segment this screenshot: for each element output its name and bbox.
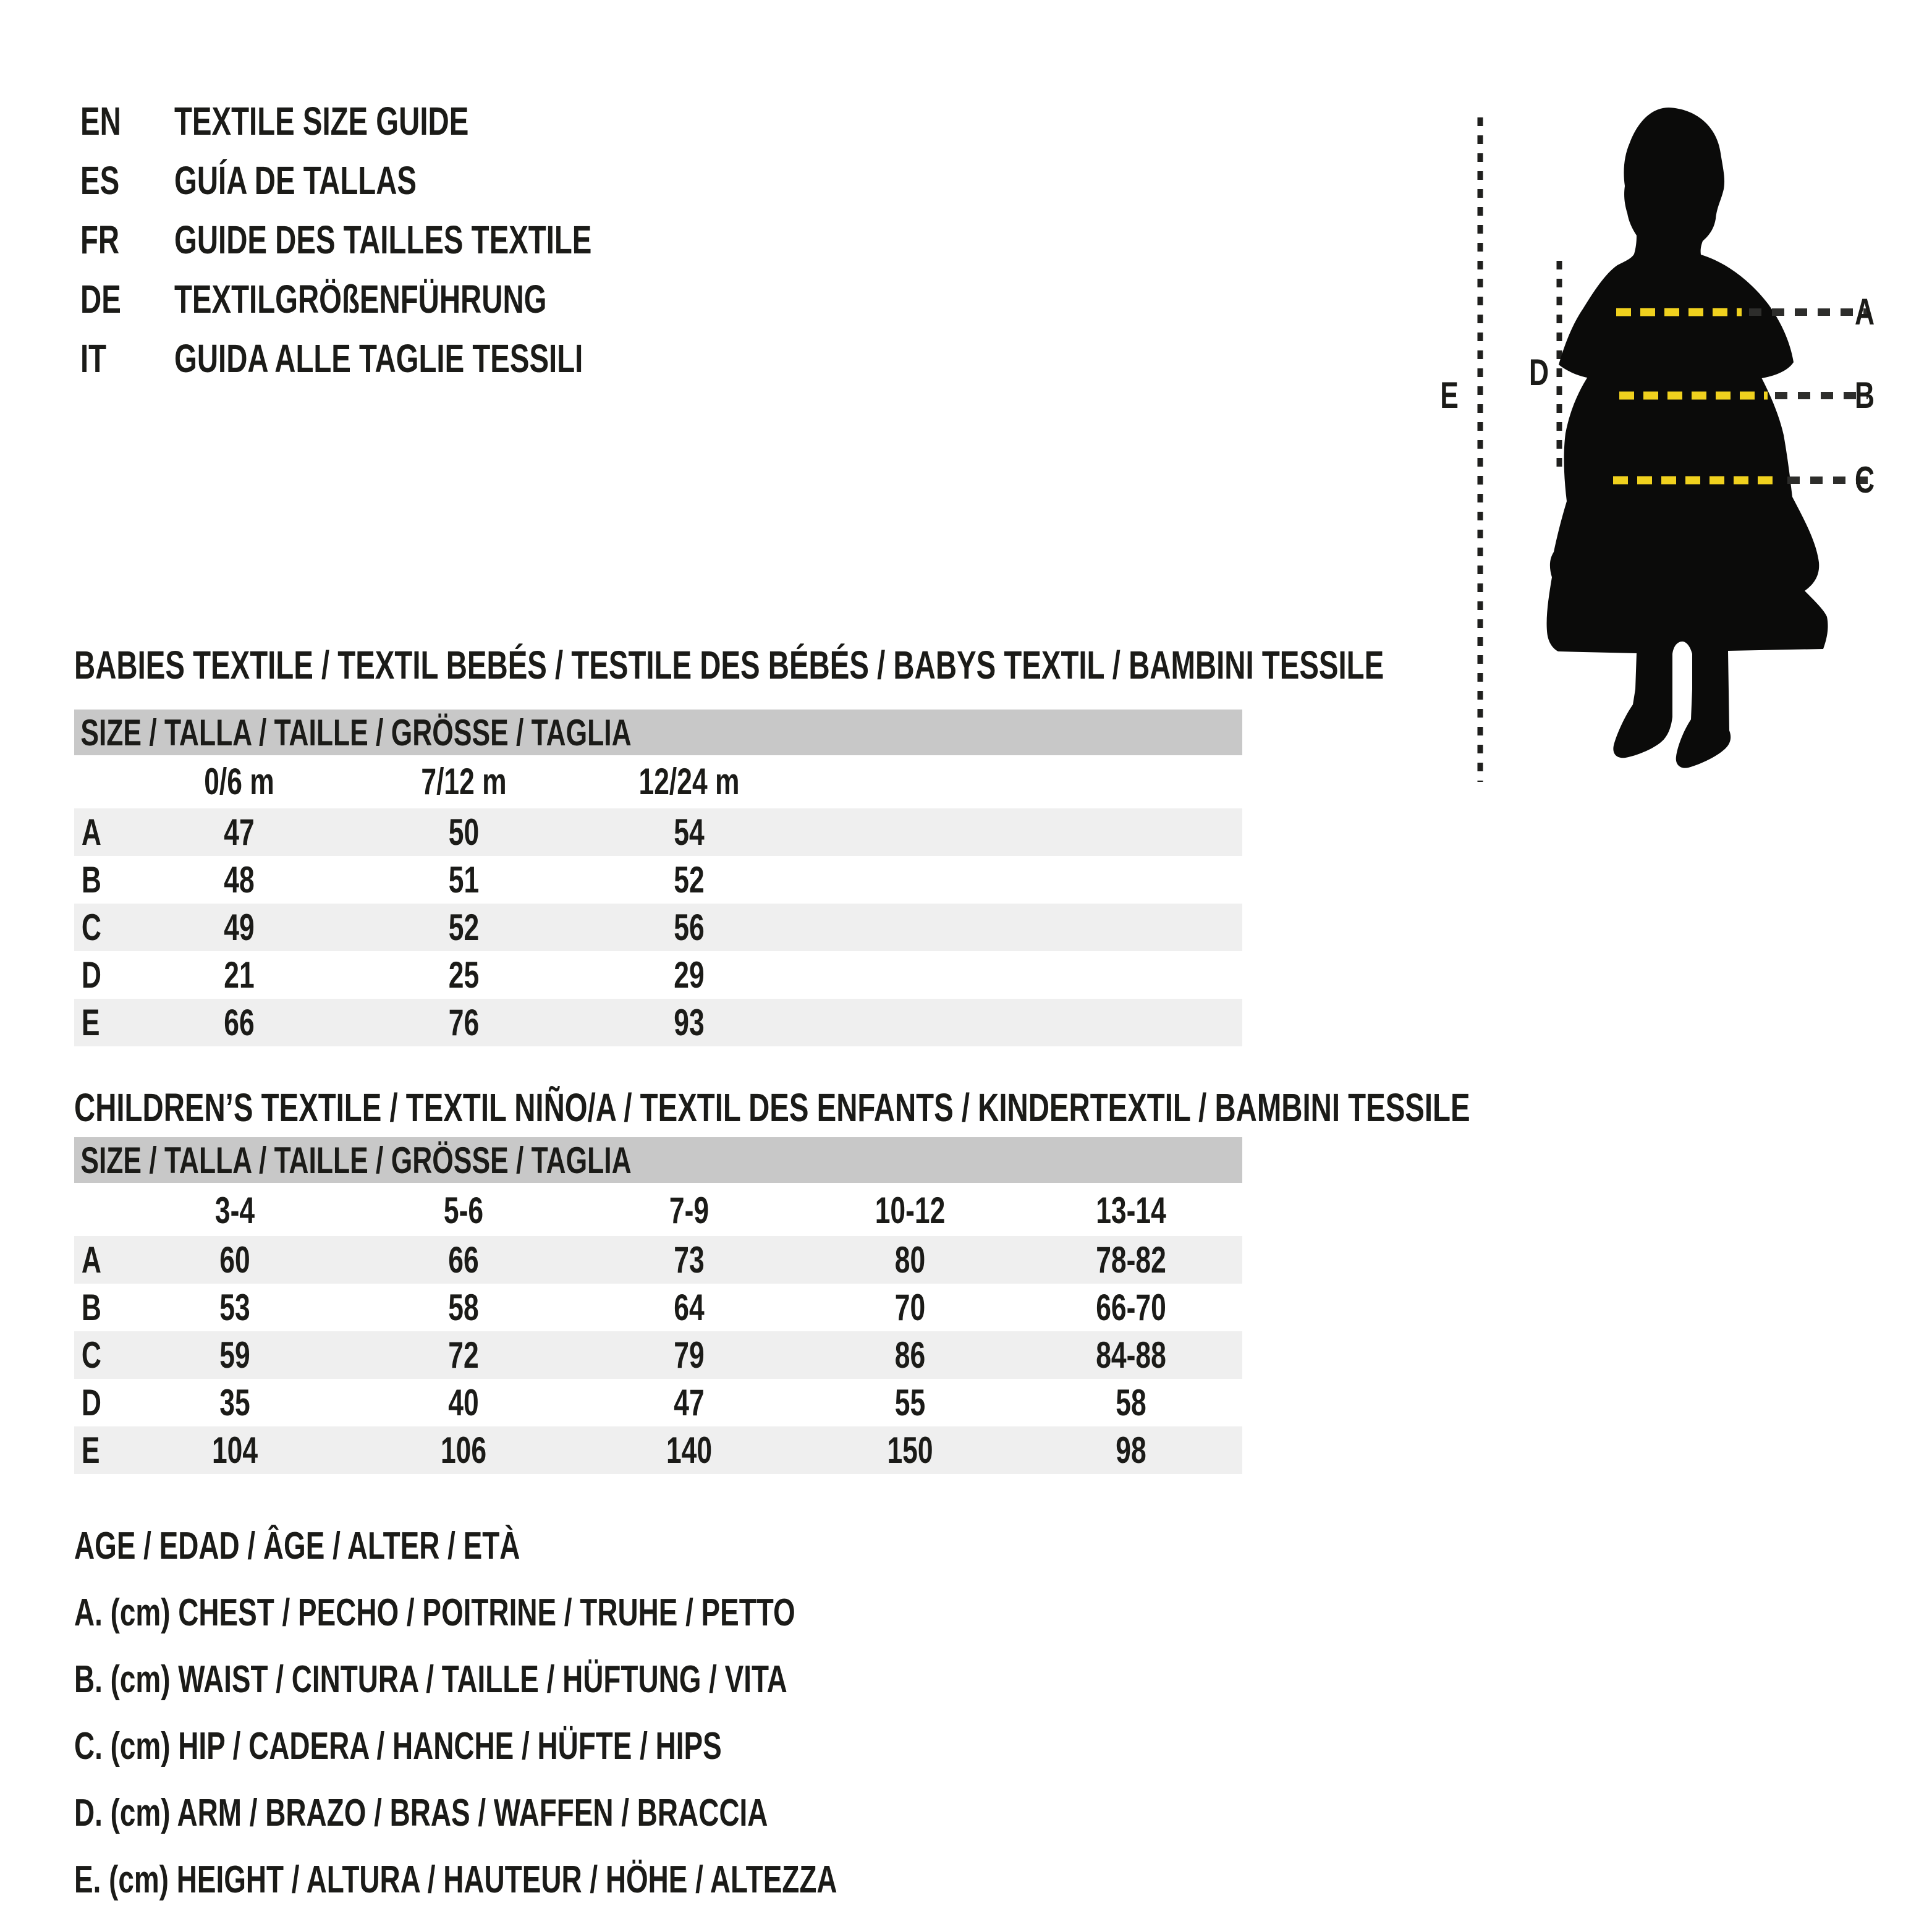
children-col-3-4: 3-4 bbox=[214, 1189, 255, 1231]
children-col-7-9: 7-9 bbox=[669, 1189, 710, 1231]
row-label: B bbox=[81, 859, 101, 900]
table-cell: 58 bbox=[1116, 1382, 1146, 1423]
row-label: C bbox=[81, 907, 101, 948]
measure-label-b: B bbox=[1854, 375, 1875, 416]
babies-size-table bbox=[74, 808, 1242, 1046]
table-cell: 52 bbox=[674, 859, 705, 900]
measure-label-e: E bbox=[1440, 375, 1459, 416]
language-title-fr: GUIDE DES TAILLES TEXTILE bbox=[174, 218, 592, 262]
table-cell: 29 bbox=[674, 954, 705, 996]
language-code-en: EN bbox=[80, 99, 121, 143]
row-label: A bbox=[81, 1239, 101, 1281]
table-cell: 93 bbox=[674, 1002, 705, 1043]
row-label: E bbox=[81, 1002, 100, 1043]
row-label: E bbox=[81, 1430, 100, 1471]
table-row-e bbox=[74, 1426, 1242, 1474]
babies-size-header-bar bbox=[74, 710, 1242, 755]
table-cell: 98 bbox=[1116, 1430, 1146, 1471]
measure-label-c: C bbox=[1854, 459, 1875, 501]
babies-size-header-text: SIZE / TALLA / TAILLE / GRÖSSE / TAGLIA bbox=[80, 711, 632, 753]
table-cell: 66 bbox=[224, 1002, 255, 1043]
measure-label-a: A bbox=[1854, 291, 1875, 333]
children-col-10-12: 10-12 bbox=[875, 1189, 946, 1231]
legend-age: AGE / EDAD / ÂGE / ALTER / ETÀ bbox=[74, 1525, 520, 1567]
children-col-13-14: 13-14 bbox=[1096, 1189, 1166, 1231]
table-cell: 47 bbox=[674, 1382, 705, 1423]
babies-column-headers bbox=[74, 756, 1242, 806]
table-cell: 86 bbox=[894, 1334, 926, 1376]
legend-hip: C. (cm) HIP / CADERA / HANCHE / HÜFTE / HIPS bbox=[74, 1725, 722, 1768]
babies-col-0-6m: 0/6 m bbox=[204, 760, 274, 802]
row-label: A bbox=[81, 811, 101, 853]
table-row-b bbox=[74, 856, 1242, 904]
table-row-e bbox=[74, 999, 1242, 1046]
table-cell: 52 bbox=[448, 907, 480, 948]
children-col-5-6: 5-6 bbox=[443, 1189, 484, 1231]
table-row-a bbox=[74, 1236, 1242, 1284]
table-cell: 55 bbox=[894, 1382, 926, 1423]
row-label: C bbox=[81, 1334, 101, 1376]
table-cell: 84-88 bbox=[1096, 1334, 1166, 1376]
language-code-es: ES bbox=[80, 158, 120, 203]
table-cell: 58 bbox=[448, 1287, 479, 1328]
language-code-de: DE bbox=[80, 277, 121, 321]
table-cell: 54 bbox=[674, 811, 705, 853]
measurement-diagram bbox=[1421, 99, 1932, 797]
table-cell: 70 bbox=[894, 1287, 926, 1328]
table-cell: 140 bbox=[666, 1430, 713, 1471]
table-cell: 35 bbox=[219, 1382, 250, 1423]
table-cell: 51 bbox=[448, 859, 480, 900]
row-label: B bbox=[81, 1287, 101, 1328]
legend-waist: B. (cm) WAIST / CINTURA / TAILLE / HÜFTUNG / VITA bbox=[74, 1658, 787, 1701]
children-size-header-text: SIZE / TALLA / TAILLE / GRÖSSE / TAGLIA bbox=[80, 1139, 632, 1181]
children-column-headers bbox=[74, 1185, 1242, 1235]
table-row-b bbox=[74, 1284, 1242, 1331]
babies-col-7-12m: 7/12 m bbox=[421, 760, 507, 802]
table-cell: 64 bbox=[674, 1287, 705, 1328]
table-cell: 73 bbox=[674, 1239, 705, 1281]
table-row-c bbox=[74, 904, 1242, 951]
language-title-en: TEXTILE SIZE GUIDE bbox=[174, 99, 469, 143]
table-row-c bbox=[74, 1331, 1242, 1379]
children-size-table bbox=[74, 1236, 1242, 1474]
table-cell: 76 bbox=[448, 1002, 480, 1043]
language-title-it: GUIDA ALLE TAGLIE TESSILI bbox=[174, 336, 583, 381]
table-cell: 56 bbox=[674, 907, 705, 948]
table-cell: 72 bbox=[448, 1334, 479, 1376]
row-label: D bbox=[81, 1382, 101, 1423]
table-cell: 53 bbox=[219, 1287, 250, 1328]
table-cell: 48 bbox=[224, 859, 255, 900]
table-cell: 150 bbox=[887, 1430, 933, 1471]
legend-height: E. (cm) HEIGHT / ALTURA / HAUTEUR / HÖHE / ALTEZZA bbox=[74, 1858, 837, 1901]
language-title-es: GUÍA DE TALLAS bbox=[174, 158, 417, 203]
table-cell: 25 bbox=[448, 954, 480, 996]
table-cell: 79 bbox=[674, 1334, 705, 1376]
table-row-d bbox=[74, 951, 1242, 999]
legend-arm: D. (cm) ARM / BRAZO / BRAS / WAFFEN / BRACCIA bbox=[74, 1792, 768, 1834]
legend-chest: A. (cm) CHEST / PECHO / POITRINE / TRUHE / PETTO bbox=[74, 1591, 795, 1634]
babies-col-12-24m: 12/24 m bbox=[638, 760, 740, 802]
children-size-header-bar bbox=[74, 1137, 1242, 1183]
row-label: D bbox=[81, 954, 101, 996]
table-cell: 104 bbox=[211, 1430, 258, 1471]
child-silhouette bbox=[1547, 108, 1828, 768]
table-cell: 60 bbox=[219, 1239, 250, 1281]
table-cell: 66-70 bbox=[1096, 1287, 1166, 1328]
table-cell: 78-82 bbox=[1096, 1239, 1166, 1281]
babies-section-title: BABIES TEXTILE / TEXTIL BEBÉS / TESTILE DES BÉBÉS / BABYS TEXTIL / BAMBINI TESSILE bbox=[74, 643, 1384, 687]
table-cell: 59 bbox=[219, 1334, 250, 1376]
language-title-de: TEXTILGRÖßENFÜHRUNG bbox=[174, 277, 547, 321]
child-silhouette-figure bbox=[1421, 99, 1932, 797]
table-cell: 106 bbox=[440, 1430, 487, 1471]
language-code-it: IT bbox=[80, 336, 107, 381]
table-cell: 66 bbox=[448, 1239, 479, 1281]
table-cell: 47 bbox=[224, 811, 255, 853]
table-row-d bbox=[74, 1379, 1242, 1426]
language-code-fr: FR bbox=[80, 218, 120, 262]
table-cell: 80 bbox=[894, 1239, 926, 1281]
table-cell: 21 bbox=[224, 954, 255, 996]
table-cell: 40 bbox=[448, 1382, 479, 1423]
children-section-title: CHILDREN’S TEXTILE / TEXTIL NIÑO/A / TEXTIL DES ENFANTS / KINDERTEXTIL / BAMBINI TESSILE bbox=[74, 1085, 1470, 1130]
measure-label-d: D bbox=[1528, 352, 1549, 393]
table-row-a bbox=[74, 808, 1242, 856]
table-cell: 50 bbox=[448, 811, 480, 853]
table-cell: 49 bbox=[224, 907, 255, 948]
